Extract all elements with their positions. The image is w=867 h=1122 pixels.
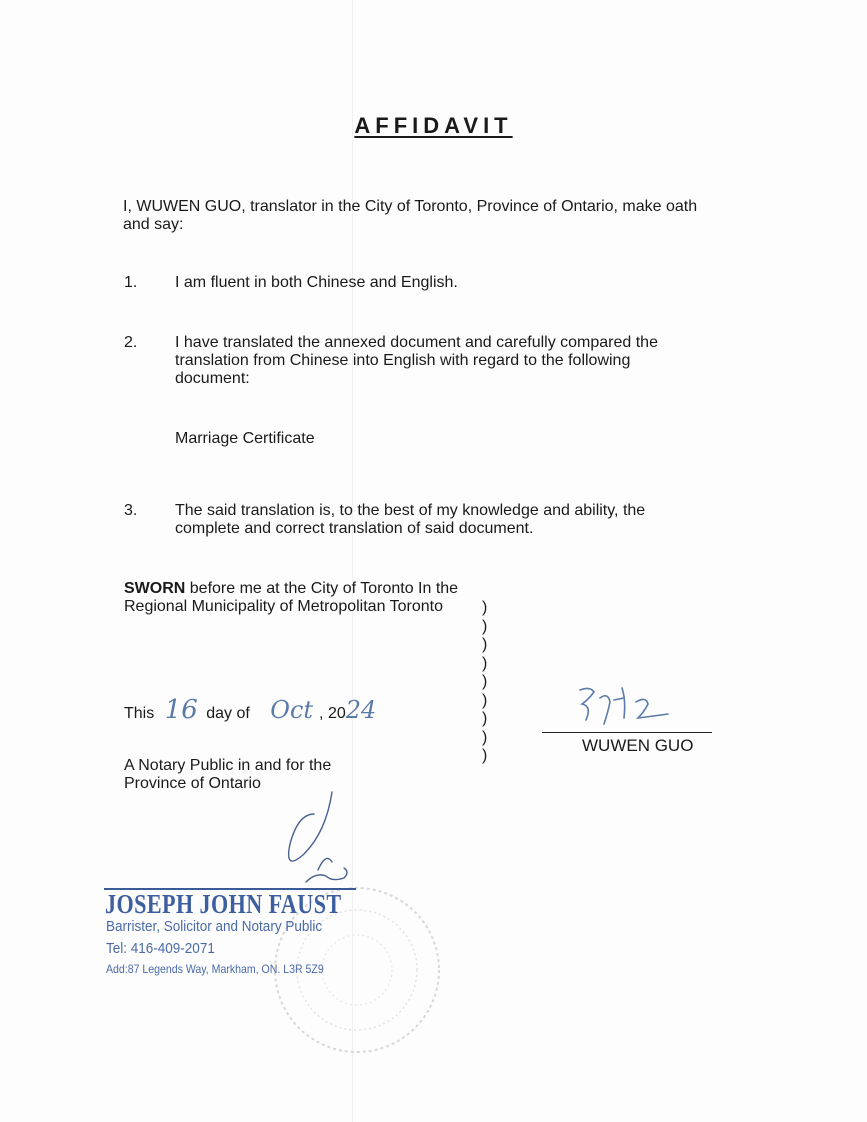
sworn-label: SWORN xyxy=(124,580,186,597)
stamp-name: JOSEPH JOHN FAUST xyxy=(105,889,342,919)
item-number: 3. xyxy=(124,502,138,519)
item-text: I am fluent in both Chinese and English. xyxy=(175,274,458,291)
translator-signature xyxy=(570,680,690,730)
handwritten-month: Oct xyxy=(270,696,314,724)
date-year-prefix: , 20 xyxy=(319,705,346,722)
intro-paragraph: I, WUWEN GUO, translator in the City of Toronto, Province of Ontario, make oath and say: xyxy=(123,198,698,233)
signer-name: WUWEN GUO xyxy=(582,736,694,755)
date-day-of-label: day of xyxy=(206,705,250,722)
signature-line xyxy=(542,732,712,733)
item-text: I have translated the annexed document and carefully compared the translation from Chinese into English with regard to the following document: xyxy=(175,334,658,387)
stamp-phone: Tel: 416-409-2071 xyxy=(106,940,215,957)
handwritten-day: 16 xyxy=(164,695,198,725)
stamp-title: Barrister, Solicitor and Notary Public xyxy=(106,918,323,935)
bracket-column: ) ) ) ) ) ) ) ) ) xyxy=(482,599,488,764)
date-this-label: This xyxy=(124,705,155,722)
notary-signature xyxy=(262,790,362,890)
handwritten-year: 24 xyxy=(345,696,377,724)
document-title: AFFIDAVIT xyxy=(354,113,513,138)
item-number: 2. xyxy=(124,334,138,351)
date-line xyxy=(124,695,376,725)
stamp-address: Add:87 Legends Way, Markham, ON. L3R 5Z9 xyxy=(106,962,324,976)
notary-clause: A Notary Public in and for the Province of Ontario xyxy=(124,757,332,792)
item-number: 1. xyxy=(124,274,138,291)
document-name: Marriage Certificate xyxy=(175,430,315,447)
sworn-text: before me at the City of Toronto In the Regional Municipality of Metropolitan Toronto xyxy=(124,580,459,615)
item-text: The said translation is, to the best of my knowledge and ability, the complete and correct translation of said document. xyxy=(175,502,646,537)
sworn-clause xyxy=(124,580,484,616)
